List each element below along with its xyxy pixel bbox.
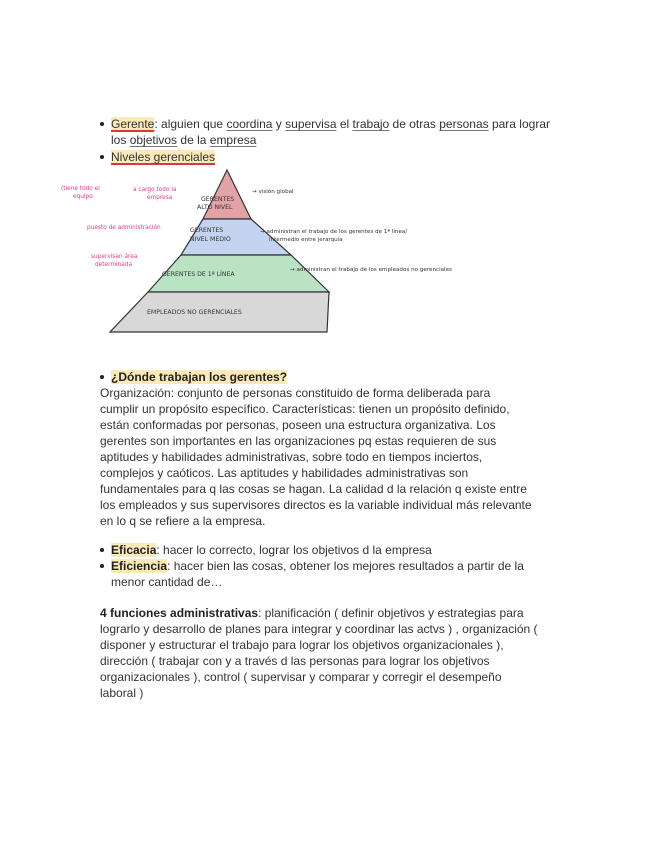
gerente-line2-segment: empresa: [209, 133, 257, 147]
organizacion-line: en lo q se refiere a la empresa.: [100, 514, 266, 528]
funciones-line: organizacionales ), control ( supervisar y comparar y corregir el desempeño: [100, 670, 502, 684]
note-top-left-1: (tiene todo el: [61, 186, 100, 192]
bullet-gerente: [100, 116, 570, 148]
eficacia-term: Eficacia: [111, 543, 157, 557]
gerente-line1-segment: trabajo: [352, 117, 390, 131]
note-low-left-1: supervisan área: [91, 254, 138, 260]
gerente-line1-segment: personas: [439, 117, 489, 131]
note-mid-left: puesto de administración: [87, 225, 161, 231]
note-low-left-2: determinada: [95, 262, 133, 268]
eficiencia-text: : hacer bien las cosas, obtener los mejores resultados a partir de la: [167, 559, 524, 573]
pyramid-level-top: [203, 170, 251, 219]
gerente-line2-segment: de la: [177, 133, 210, 147]
bullet-eficiencia: [100, 558, 570, 590]
donde-heading: ¿Dónde trabajan los gerentes?: [111, 370, 288, 384]
gerente-line2-segment: objetivos: [129, 133, 178, 147]
organizacion-line: están conformadas por personas, poseen una estructura organizativa. Los: [100, 418, 496, 432]
niveles-term: Niveles gerenciales: [111, 150, 216, 164]
organizacion-line: Organización: conjunto de personas constituido de forma deliberada para: [100, 386, 491, 400]
funciones-line: dirección ( trabajar con y a través d las personas para lograr los objetivos: [100, 654, 490, 668]
level-top-line1: GERENTES: [201, 196, 235, 203]
level-employees-label: EMPLEADOS NO GERENCIALES: [147, 309, 242, 316]
funciones-first-text: : planificación ( definir objetivos y estrategias para: [258, 606, 524, 620]
organizacion-line: los empleados y sus supervisores directos es la variable individual más relevante: [100, 498, 532, 512]
level-first-line-label: GERENTES DE 1ª LÍNEA: [162, 271, 235, 278]
funciones-line: disponer y estructurar el trabajo para lograr los objetivos organizacionales ),: [100, 638, 504, 652]
note-top-mid-2: empresa: [147, 195, 173, 201]
gerente-line1-segment: alguien que: [157, 117, 227, 131]
organizacion-line: gerentes son importantes en las organizaciones pq estas requieren de sus: [100, 434, 497, 448]
gerente-term: Gerente: [111, 117, 155, 131]
right-annotation-3: → administran el trabajo de los empleados no gerenciales: [290, 267, 452, 273]
organizacion-line: aptitudes y habilidades administrativas, sobre todo en tiempos inciertos,: [100, 450, 483, 464]
eficiencia-term: Eficiencia: [111, 559, 168, 573]
funciones-paragraph: [100, 605, 570, 701]
right-annotation-2b: intermedio entre jerarquía: [269, 237, 343, 243]
right-annotation-2a: → administran el trabajo de los gerentes de 1ª línea/: [260, 229, 408, 235]
gerente-line1-segment: supervisa: [285, 117, 337, 131]
gerente-line1-segment: para lograr: [488, 117, 550, 131]
funciones-lines: [100, 621, 570, 701]
level-middle-line1: GERENTES: [190, 227, 224, 234]
gerente-line1-segment: de otras: [389, 117, 440, 131]
funciones-line: lograrlo y desarrollo de planes para integrar y coordinar las actvs ) , organización (: [100, 622, 538, 636]
gerente-colon: :: [154, 117, 158, 131]
gerente-line1-segment: coordina: [226, 117, 273, 131]
gerente-line1-segment: y: [272, 117, 286, 131]
donde-heading-item: [100, 369, 500, 385]
gerente-definition-line2: [111, 133, 256, 147]
bullet-eficacia: [100, 542, 570, 558]
eficacia-text: : hacer lo correcto, lograr los objetivos d la empresa: [156, 543, 432, 557]
organizacion-line: complejos y caóticos. Las aptitudes y habilidades administrativas son: [100, 466, 469, 480]
eficacia-eficiencia-list: [100, 542, 570, 590]
funciones-heading: 4 funciones administrativas: [100, 606, 259, 620]
note-top-mid-1: a cargo todo la: [133, 187, 177, 193]
organizacion-line: fundamentales para q las cosas se hagan. La calidad d la relación q existe entre: [100, 482, 527, 496]
right-annotation-1: → visión global: [252, 189, 294, 195]
organizacion-line: cumplir un propósito específico. Características: tienen un propósito definido,: [100, 402, 510, 416]
level-middle-line2: NIVEL MEDIO: [190, 236, 231, 243]
donde-bullet: [100, 369, 500, 385]
note-top-left-2: equipo: [73, 194, 93, 200]
top-bullet-list: [100, 116, 570, 165]
organizacion-paragraph: [100, 385, 560, 529]
gerente-definition: [158, 117, 550, 131]
gerente-line1-segment: el: [336, 117, 353, 131]
gerente-line2-segment: los: [111, 133, 130, 147]
level-top-line2: ALTO NIVEL: [197, 204, 233, 211]
eficiencia-line2: menor cantidad de…: [111, 575, 223, 589]
funciones-first-line: [100, 605, 570, 621]
management-pyramid: [55, 162, 525, 337]
funciones-line: laboral ): [100, 686, 144, 700]
